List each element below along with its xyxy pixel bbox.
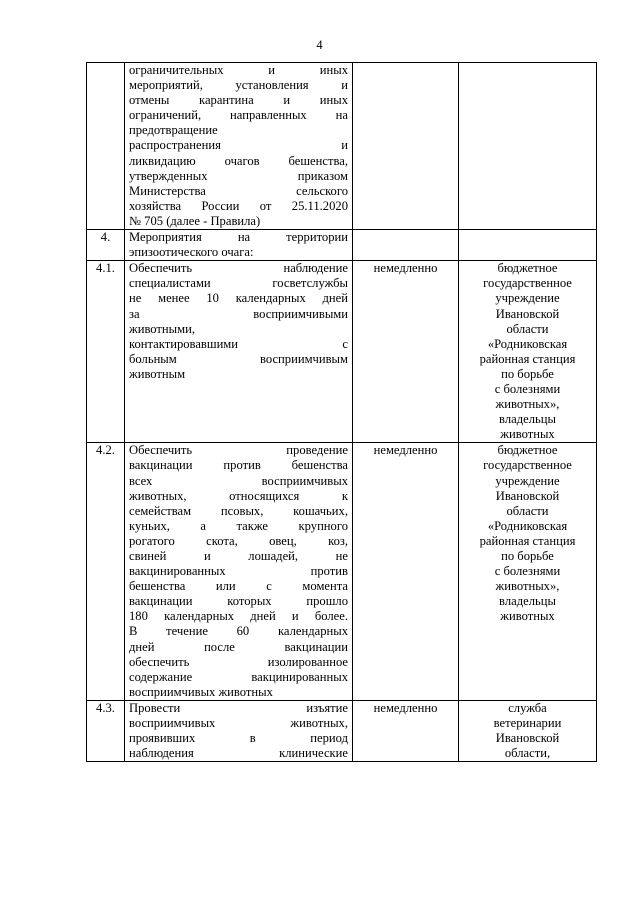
- table-row: [87, 230, 597, 261]
- responsible-text-line: животных: [500, 609, 555, 624]
- action-text-line: Министерства сельского: [129, 183, 348, 198]
- action-text-line: № 705 (далее - Правила): [129, 213, 261, 228]
- responsible-cell: [459, 230, 597, 261]
- action-cell: [125, 261, 353, 443]
- action-text-line: ограничительных и иных: [129, 63, 348, 77]
- action-text-line: бешенства или с момента: [129, 579, 348, 594]
- action-text-line: дней после вакцинации: [129, 639, 348, 654]
- action-text-line: животных, относящихся к: [129, 488, 348, 503]
- responsible-text-line: районная станция: [479, 533, 576, 548]
- row-number-cell: [87, 63, 125, 230]
- action-text-line: ограничений, направленных на: [129, 108, 348, 123]
- responsible-text-line: с болезнями: [494, 564, 561, 579]
- action-text-line: восприимчивых животных: [129, 684, 273, 699]
- table-row: [87, 443, 597, 701]
- action-text-line: Обеспечить проведение: [129, 443, 348, 458]
- action-text-line: Провести изъятие: [129, 700, 348, 715]
- responsible-text-line: Ивановской: [495, 306, 560, 321]
- action-text-line: наблюдения клинические: [129, 746, 348, 761]
- responsible-text-line: с болезнями: [494, 381, 561, 396]
- measures-table: [86, 62, 597, 762]
- row-number-cell: 4.: [87, 230, 125, 261]
- responsible-text-line: районная станция: [479, 351, 576, 366]
- responsible-text-line: владельцы: [499, 594, 556, 609]
- responsible-text-line: бюджетное: [497, 443, 558, 458]
- action-text-line: Обеспечить наблюдение: [129, 261, 348, 276]
- responsible-text-line: области: [506, 503, 549, 518]
- responsible-text-line: области,: [504, 746, 551, 761]
- responsible-cell: [459, 443, 597, 701]
- responsible-text-line: области: [506, 321, 549, 336]
- action-text-line: всех восприимчивых: [129, 473, 348, 488]
- action-text-line: рогатого скота, овец, коз,: [129, 533, 348, 548]
- term-cell: немедленно: [353, 261, 459, 443]
- table-row: [87, 261, 597, 443]
- responsible-text-line: животных»,: [495, 579, 560, 594]
- action-text-line: предотвращение: [129, 123, 218, 138]
- table-row: [87, 700, 597, 761]
- action-text-line: вакцинации которых прошло: [129, 594, 348, 609]
- page-number: 4: [316, 38, 323, 52]
- action-text-line: мероприятий, установления и: [129, 78, 348, 93]
- responsible-text-line: бюджетное: [497, 261, 558, 276]
- responsible-text-line: «Родниковская: [487, 336, 568, 351]
- action-text-line: обеспечить изолированное: [129, 654, 348, 669]
- action-text-line: проявивших в период: [129, 731, 348, 746]
- responsible-text-line: по борьбе: [501, 549, 554, 563]
- action-text-line: Мероприятия на территории: [129, 230, 348, 245]
- responsible-cell: [459, 700, 597, 761]
- term-cell: немедленно: [353, 443, 459, 701]
- responsible-text-line: владельцы: [499, 412, 556, 427]
- term-cell: немедленно: [353, 700, 459, 761]
- action-text-line: семействам псовых, кошачьих,: [129, 503, 348, 518]
- action-text-line: куньих, а также крупного: [129, 518, 348, 533]
- action-text-line: животным: [129, 366, 186, 381]
- responsible-text-line: государственное: [483, 458, 572, 473]
- responsible-text-line: «Родниковская: [487, 518, 568, 533]
- action-text-line: распространения и: [129, 138, 348, 153]
- action-text-line: В течение 60 календарных: [129, 624, 348, 639]
- responsible-text-line: служба: [508, 700, 547, 715]
- measures-table-body: [87, 63, 597, 762]
- action-text-line: 180 календарных дней и более.: [129, 609, 348, 624]
- responsible-cell: [459, 261, 597, 443]
- action-text-line: контактировавшими с: [129, 336, 348, 351]
- action-cell: [125, 230, 353, 261]
- action-text-line: за восприимчивыми: [129, 306, 348, 321]
- action-text-line: специалистами госветслужбы: [129, 276, 348, 291]
- action-text-line: хозяйства России от 25.11.2020: [129, 198, 348, 213]
- responsible-text-line: учреждение: [495, 291, 560, 306]
- responsible-text-line: Ивановской: [495, 731, 560, 746]
- action-text-line: эпизоотического очага:: [129, 245, 254, 260]
- action-text-line: вакцинации против бешенства: [129, 458, 348, 473]
- row-number-cell: 4.3.: [87, 700, 125, 761]
- responsible-text-line: животных»,: [495, 397, 560, 412]
- action-text-line: вакцинированных против: [129, 564, 348, 579]
- table-row: [87, 63, 597, 230]
- action-cell: [125, 700, 353, 761]
- action-text-line: утвержденных приказом: [129, 168, 348, 183]
- row-number-cell: 4.2.: [87, 443, 125, 701]
- responsible-text-line: животных: [500, 427, 555, 442]
- responsible-text-line: государственное: [483, 276, 572, 291]
- term-cell: [353, 63, 459, 230]
- responsible-text-line: учреждение: [495, 473, 560, 488]
- action-text-line: не менее 10 календарных дней: [129, 291, 348, 306]
- term-cell: [353, 230, 459, 261]
- action-cell: [125, 443, 353, 701]
- action-text-line: больным восприимчивым: [129, 351, 348, 366]
- action-text-line: животными,: [129, 321, 195, 336]
- action-text-line: ликвидацию очагов бешенства,: [129, 153, 348, 168]
- action-text-line: содержание вакцинированных: [129, 669, 348, 684]
- action-text-line: восприимчивых животных,: [129, 716, 348, 731]
- action-text-line: свиней и лошадей, не: [129, 549, 348, 563]
- responsible-text-line: по борьбе: [501, 366, 554, 381]
- responsible-text-line: Ивановской: [495, 488, 560, 503]
- responsible-cell: [459, 63, 597, 230]
- action-cell: [125, 63, 353, 230]
- action-text-line: отмены карантина и иных: [129, 93, 348, 108]
- row-number-cell: 4.1.: [87, 261, 125, 443]
- responsible-text-line: ветеринарии: [493, 716, 562, 731]
